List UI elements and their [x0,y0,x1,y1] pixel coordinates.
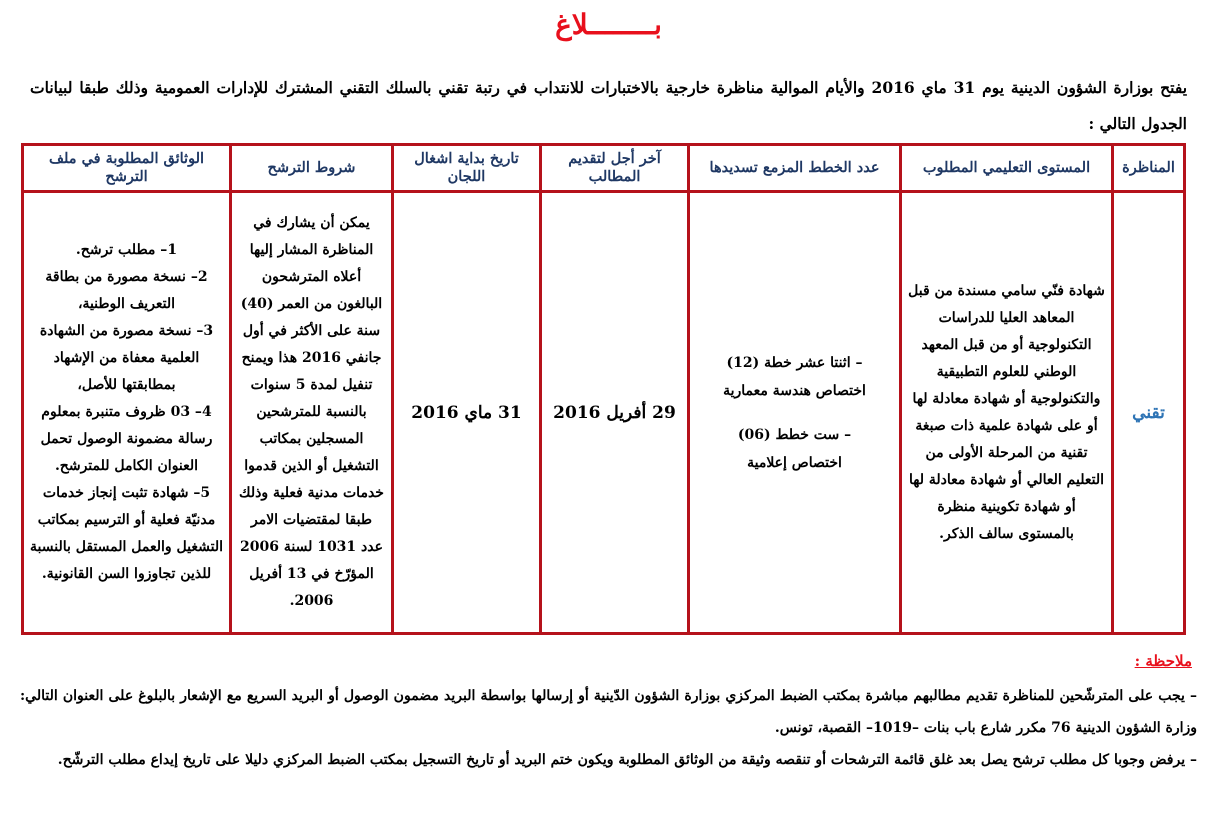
document-item-3: 3– نسخة مصورة من الشهادة العلمية معفاة من الإشهاد بمطابقتها للأصل، [39,323,214,393]
table-row [23,192,1185,634]
note-paragraph-2: – يرفض وجوبا كل مطلب ترشح يصل بعد غلق قائمة الترشحات أو تنقصه وثيقة من الوثائق المطلوبة ويكون ختم البريد أو تاريخ التسجيل بمكتب الضبط المركزي دليلا على تاريخ إيداع مطلب الترشّح. [57,752,1197,768]
positions-group-architecture [696,349,893,405]
header-education: المستوى التعليمي المطلوب [901,145,1113,192]
cell-deadline: 29 أفريل 2016 [541,192,689,634]
header-documents: الوثائق المطلوبة في ملف الترشح [23,145,231,192]
header-start-date: تاريخ بداية اشغال اللجان [393,145,541,192]
cell-positions [689,192,901,634]
cell-documents [23,192,231,634]
cell-conditions: يمكن أن يشارك في المناظرة المشار إليها أعلاه المترشحون البالغون من العمر (40) سنة على الأكثر في أول جانفي 2016 هذا ويمنح تنفيل لمدة 5 سنوات بالنسبة للمترشحين المسجلين بمكاتب التشغيل أو الذين قدموا خدمات مدنية فعلية وذلك طبقا لمقتضيات الامر عدد 1031 لسنة 2006 المؤرّخ في 13 أفريل 2006. [231,192,393,634]
positions-it-spec: اختصاص إعلامية [747,454,842,471]
announcement-title: بــــــــلاغ [555,8,662,41]
header-positions: عدد الخطط المزمع تسديدها [689,145,901,192]
document-item-5: 5– شهادة تثبت إنجاز خدمات مدنيّة فعلية أو الترسيم بمكاتب التشغيل والعمل المستقل بالنسبة للذين تجاوزوا السن القانونية. [30,485,223,582]
header-conditions: شروط الترشح [231,145,393,192]
intro-paragraph: يفتح بوزارة الشؤون الدينية يوم 31 ماي 2016 والأيام الموالية مناظرة خارجية بالاختبارات للانتداب في رتبة تقني بالسلك التقني المشترك للإدارات العمومية وذلك طبقا لبيانات الجدول التالي : [30,78,1188,133]
positions-it-count: – ست خطط (06) [737,426,852,443]
notes-body [20,680,1197,776]
document-item-1: 1– مطلب ترشح. [75,242,178,258]
note-paragraph-1: – يجب على المترشّحين للمناظرة تقديم مطالبهم مباشرة بمكتب الضبط المركزي بوزارة الشؤون الدّينية أو إرسالها بواسطة البريد مضمون الوصول أو البريد السريع مع الإشعار بالبلوغ على العنوان التالي: وزارة الشؤون الدينية 76 مكرر شارع باب بنات –1019– القصبة، تونس. [20,688,1197,736]
document-item-2: 2– نسخة مصورة من بطاقة التعريف الوطنية، [45,269,208,312]
cell-competition: تقني [1113,192,1185,634]
cell-education: شهادة فنّي سامي مسندة من قبل المعاهد العليا للدراسات التكنولوجية أو من قبل المعهد الوطني للعلوم التطبيقية والتكنولوجية أو شهادة معادلة لها أو على شهادة علمية ذات صبغة تقنية من المرحلة الأولى من التعليم العالي أو شهادة معادلة لها أو شهادة تكوينية منظرة بالمستوى سالف الذكر. [901,192,1113,634]
notes-title: ملاحظة : [1134,652,1192,670]
header-competition: المناظرة [1113,145,1185,192]
positions-architecture-spec: اختصاص هندسة معمارية [723,382,866,399]
positions-architecture-count: – اثنتا عشر خطة (12) [726,354,863,371]
competition-table [21,143,1186,635]
header-deadline: آخر أجل لتقديم المطالب [541,145,689,192]
positions-group-it [696,421,893,477]
cell-start-date: 31 ماي 2016 [393,192,541,634]
competition-table-wrapper [24,143,1186,635]
document-item-4: 4– 03 ظروف متنبرة بمعلوم رسالة مضمونة الوصول تحمل العنوان الكامل للمترشح. [40,404,213,474]
table-header-row [23,145,1185,192]
